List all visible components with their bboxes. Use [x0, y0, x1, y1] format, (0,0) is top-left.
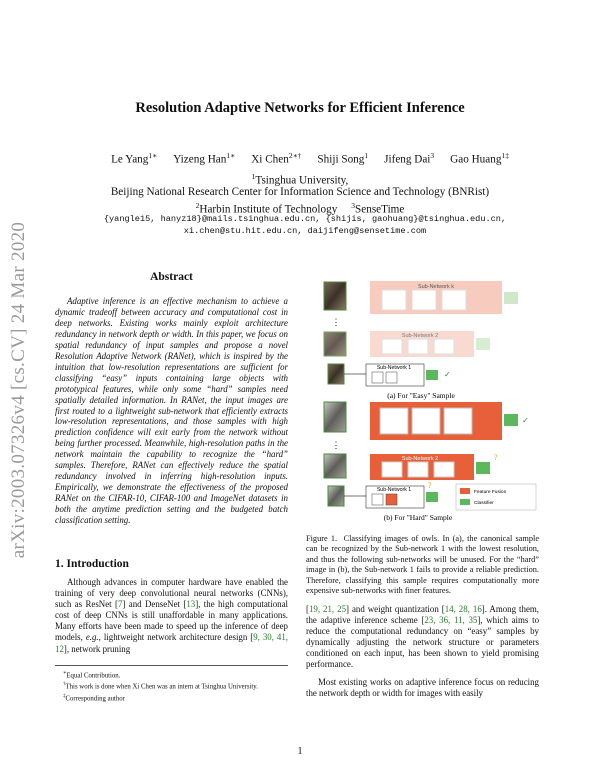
affiliation-3: $^2$Harbin Institute of Technology $^3$SenseTime [195, 201, 405, 216]
figure-legend [456, 484, 536, 510]
subnetwork-label: Sub-Network 1 [376, 487, 412, 493]
check-icon: ✓ [522, 416, 529, 425]
owl-image [324, 282, 346, 310]
panel-a [324, 281, 518, 400]
owl-image [324, 332, 346, 356]
citation: 19, 21, 25 [308, 604, 347, 614]
panel-a-caption: (a) For "Easy" Sample [387, 391, 455, 400]
svg-text:Feature Fusion: Feature Fusion [474, 490, 507, 495]
ellipsis: ⋮ [331, 317, 341, 327]
page-number: 1 [297, 746, 303, 757]
affiliation-1: $^1$Tsinghua University, [251, 172, 349, 187]
check-icon: ✓ [444, 370, 451, 379]
footnotes [55, 665, 288, 703]
affiliation-2: Beijing National Research Center for Information Science and Technology (BNRist) [110, 186, 490, 198]
author: Le Yang$^{1∗}$ [111, 151, 158, 166]
paper-title: Resolution Adaptive Networks for Efficient Inference [135, 100, 465, 116]
intro-body: Although advances in computer hardware have enabled the training of very deep convolutional neural networks (CNNs), such as ResNet [7] and DenseNet [13], the high computational cost of deep CNNs is still unaffordable in many applications. Many efforts have been made to speed up the inference of deep models, e.g., lightweight network architecture design [9, 30, 41, 12], network pruning [55, 577, 289, 654]
intro-body-continued: [19, 21, 25] and weight quantization [14, 28, 16]. Among them, the adaptive inference scheme [23, 36, 11, 35], which aims to reduce the computational redundancy on “easy” samples by dynamically adjusting the network structure or parameters conditioned on each input, has been shown to yield promising performance. Most existing works on adaptive inference focus on reducing the network depth or width for images with easily [306, 604, 540, 698]
intro-heading: 1. Introduction [55, 558, 129, 570]
figure-1 [318, 278, 540, 528]
subnetwork-label: Sub-Network k [417, 284, 455, 290]
footnote: †This work is done when Xi Chen was an intern at Tsinghua University. [63, 682, 258, 691]
owl-image [324, 402, 346, 432]
subnetwork-label: Sub-Network 2 [401, 456, 439, 462]
citation: 7 [117, 599, 123, 610]
footnote: ∗Equal Contribution. [63, 671, 121, 680]
abstract-body: Adaptive inference is an effective mechanism to achieve a dynamic tradeoff between accuracy and computational cost in deep networks. Existing works mainly exploit architecture redundancy in network depth or width. In this paper, we focus on spatial redundancy of input samples and propose a novel Resolution Adaptive Network (RANet), which is inspired by the intuition that low-resolution representations are sufficient for classifying “easy” inputs containing large objects with prototypical features, while only some “hard” samples need spatially detailed information. In RANet, the input images are first routed to a lightweight sub-network that efficiently extracts low-resolution representations, and those samples with high prediction confidence will exit early from the network without being further processed. Meanwhile, high-resolution paths in the network maintain the capability to recognize the “hard” samples. Therefore, RANet can effectively reduce the spatial redundancy involved in inferring high-resolution inputs. Empirically, we demonstrate the effectiveness of the proposed RANet on the CIFAR-10, CIFAR-100 and ImageNet datasets in both the anytime prediction setting and the budgeted batch classification setting. [55, 296, 288, 526]
svg-text:Classifier: Classifier [474, 501, 494, 506]
citation: 23, 36, 11, 35 [424, 615, 478, 626]
citation: 14, 28, 16 [444, 604, 482, 614]
question-icon: ? [494, 453, 498, 462]
abstract-heading: Abstract [150, 271, 193, 283]
owl-image [324, 454, 346, 478]
owl-image [328, 486, 344, 506]
arxiv-stamp [2, 210, 36, 570]
figure-caption: Figure 1. Classifying images of owls. In (a), the canonical sample can be recognized by the Sub-network 1 with the lowest resolution, and thus the following sub-networks will be unused. For the “hard” image in (b), the Sub-network 1 fails to provide a reliable prediction. Therefore, classifying this sample requires computationally more expensive sub-networks with finer features. [306, 534, 540, 596]
author: Jifeng Dai$^3$ [384, 151, 435, 166]
author-list [60, 151, 560, 166]
panel-b [324, 402, 536, 522]
owl-image [328, 364, 344, 384]
arxiv-id: arXiv:2003.07326v4 [cs.CV] 24 Mar 2020 [8, 221, 29, 559]
author: Gao Huang$^{1\ddagger}$ [450, 151, 509, 166]
footnote: ‡Corresponding author [63, 693, 125, 703]
author: Shiji Song$^1$ [317, 151, 369, 166]
question-icon: ? [428, 481, 432, 490]
panel-b-caption: (b) For "Hard" Sample [383, 513, 453, 522]
citation: 13 [186, 599, 196, 610]
subnetwork-label: Sub-Network 2 [401, 333, 439, 339]
subnetwork-label: Sub-Network 1 [376, 365, 412, 371]
author: Xi Chen$^{2∗\dagger}$ [251, 151, 302, 166]
author: Yizeng Han$^{1∗}$ [173, 151, 236, 166]
citation: 9, 30, 41, 12 [55, 632, 289, 654]
author-emails: {yangle15, hanyz18}@mails.tsinghua.edu.cn, {shijis, gaohuang}@tsinghua.edu.cn, xi.chen@stu.hit.edu.cn, daijifeng@sensetime.com [103, 214, 507, 236]
ellipsis: ⋮ [331, 440, 341, 450]
